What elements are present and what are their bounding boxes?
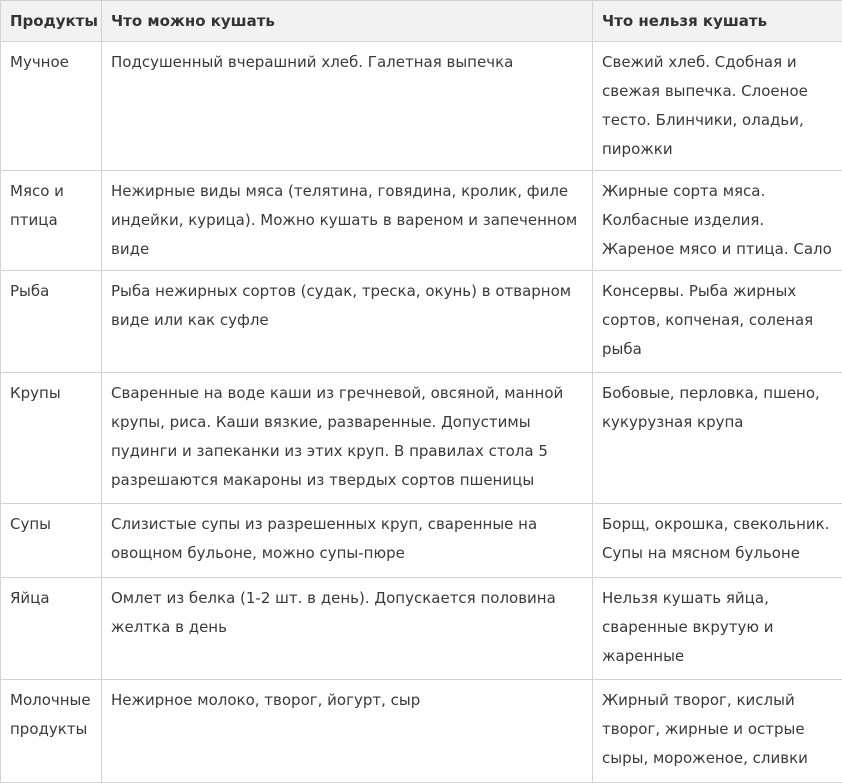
forbidden-cell: Свежий хлеб. Сдобная и свежая выпечка. Слоеное тесто. Блинчики, оладьи, пирожки — [593, 42, 842, 171]
forbidden-cell: Жирный творог, кислый творог, жирные и острые сыры, мороженое, сливки — [593, 680, 842, 783]
allowed-cell: Сваренные на воде каши из гречневой, овсяной, манной крупы, риса. Каши вязкие, разваренные. Допустимы пудинги и запеканки из этих круп. В правилах стола 5 разрешаются макароны из твердых сортов пшеницы — [102, 373, 593, 504]
product-cell: Мучное — [1, 42, 102, 171]
product-cell: Яйца — [1, 578, 102, 680]
allowed-cell: Подсушенный вчерашний хлеб. Галетная выпечка — [102, 42, 593, 171]
allowed-cell: Нежирное молоко, творог, йогурт, сыр — [102, 680, 593, 783]
product-cell: Рыба — [1, 271, 102, 373]
forbidden-cell: Нельзя кушать яйца, сваренные вкрутую и жаренные — [593, 578, 842, 680]
table-row — [1, 504, 842, 578]
header-allowed: Что можно кушать — [102, 1, 593, 42]
forbidden-cell: Консервы. Рыба жирных сортов, копченая, соленая рыба — [593, 271, 842, 373]
allowed-cell: Нежирные виды мяса (телятина, говядина, кролик, филе индейки, курица). Можно кушать в вареном и запеченном виде — [102, 171, 593, 271]
product-cell: Крупы — [1, 373, 102, 504]
allowed-cell: Рыба нежирных сортов (судак, треска, окунь) в отварном виде или как суфле — [102, 271, 593, 373]
header-products: Продукты — [1, 1, 102, 42]
forbidden-cell: Борщ, окрошка, свекольник. Супы на мясном бульоне — [593, 504, 842, 578]
allowed-cell: Омлет из белка (1-2 шт. в день). Допускается половина желтка в день — [102, 578, 593, 680]
forbidden-cell: Жирные сорта мяса. Колбасные изделия. Жареное мясо и птица. Сало — [593, 171, 842, 271]
table-row — [1, 578, 842, 680]
forbidden-cell: Бобовые, перловка, пшено, кукурузная крупа — [593, 373, 842, 504]
table-row — [1, 373, 842, 504]
table-row — [1, 171, 842, 271]
header-row — [1, 1, 842, 42]
product-cell: Супы — [1, 504, 102, 578]
table-row — [1, 42, 842, 171]
allowed-cell: Слизистые супы из разрешенных круп, сваренные на овощном бульоне, можно супы-пюре — [102, 504, 593, 578]
header-forbidden: Что нельзя кушать — [593, 1, 842, 42]
table-row — [1, 271, 842, 373]
table-row — [1, 680, 842, 783]
product-cell: Молочные продукты — [1, 680, 102, 783]
product-cell: Мясо и птица — [1, 171, 102, 271]
